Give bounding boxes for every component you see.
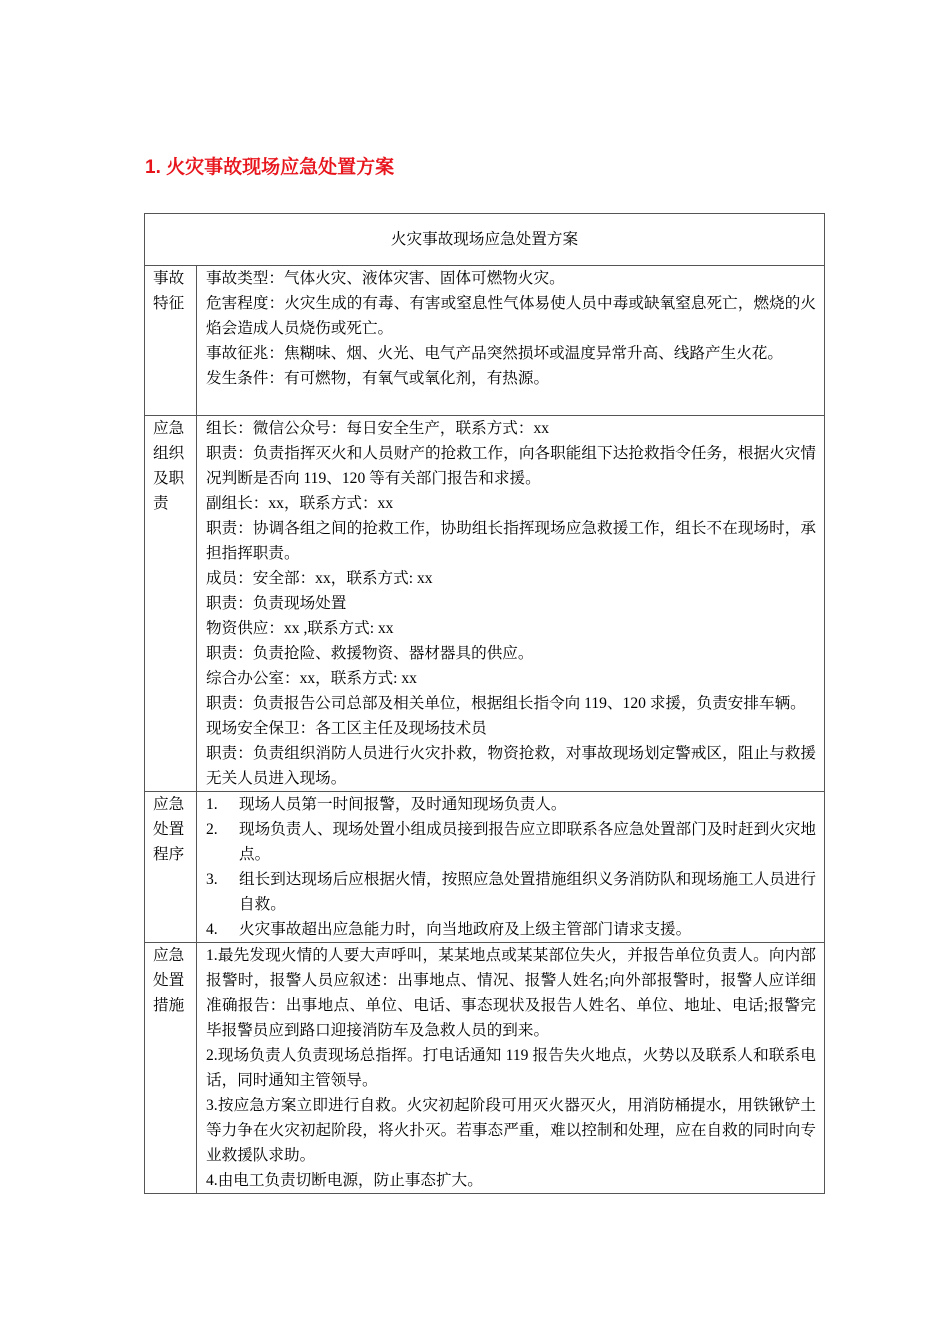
list-item xyxy=(206,867,816,917)
table-row-measures xyxy=(145,943,825,1194)
table-title-row xyxy=(145,214,825,266)
paragraph: 4.由电工负责切断电源，防止事态扩大。 xyxy=(206,1172,483,1189)
row-content xyxy=(197,416,825,792)
row-label: 应急处置措施 xyxy=(145,943,197,1194)
section-heading: 1. 火灾事故现场应急处置方案 xyxy=(145,157,395,178)
list-item xyxy=(206,917,816,942)
paragraph: 3.按应急方案立即进行自救。火灾初起阶段可用灭火器灭火，用消防桶提水，用铁锹铲土等力争在火灾初起阶段，将火扑灭。若事态严重，难以控制和处理，应在自救的同时向专业救援队求助。 xyxy=(206,1097,816,1164)
paragraph: 组长：微信公众号：每日安全生产，联系方式：xx xyxy=(206,420,550,437)
table-title: 火灾事故现场应急处置方案 xyxy=(145,214,825,266)
row-content xyxy=(197,792,825,943)
row-label: 事故特征 xyxy=(145,266,197,416)
paragraph: 现场安全保卫：各工区主任及现场技术员 xyxy=(206,720,487,737)
list-number: 1. xyxy=(206,796,218,813)
paragraph: 事故类型：气体火灾、液体灾害、固体可燃物火灾。 xyxy=(206,270,565,287)
list-number: 2. xyxy=(206,821,218,838)
paragraph: 事故征兆：焦糊味、烟、火光、电气产品突然损坏或温度异常升高、线路产生火花。 xyxy=(206,345,783,362)
table-row-procedure xyxy=(145,792,825,943)
paragraph: 职责：负责组织消防人员进行火灾扑救，物资抢救，对事故现场划定警戒区，阻止与救援无关人员进入现场。 xyxy=(206,745,816,787)
paragraph: 成员：安全部：xx，联系方式: xx xyxy=(206,570,433,587)
paragraph: 危害程度：火灾生成的有毒、有害或窒息性气体易使人员中毒或缺氧窒息死亡，燃烧的火焰会造成人员烧伤或死亡。 xyxy=(206,295,816,337)
paragraph: 职责：负责报告公司总部及相关单位，根据组长指令向 119、120 求援，负责安排车辆。 xyxy=(206,695,806,712)
row-label: 应急组织及职责 xyxy=(145,416,197,792)
list-item xyxy=(206,817,816,867)
list-text: 火灾事故超出应急能力时，向当地政府及上级主管部门请求支援。 xyxy=(239,921,692,938)
list-number: 3. xyxy=(206,871,218,888)
paragraph: 发生条件：有可燃物，有氧气或氧化剂，有热源。 xyxy=(206,370,550,387)
row-content xyxy=(197,266,825,416)
paragraph: 职责：负责指挥灭火和人员财产的抢救工作，向各职能组下达抢救指令任务，根据火灾情况判断是否向 119、120 等有关部门报告和求援。 xyxy=(206,445,816,487)
paragraph: 职责：负责抢险、救援物资、器材器具的供应。 xyxy=(206,645,534,662)
paragraph: 2.现场负责人负责现场总指挥。打电话通知 119 报告失火地点，火势以及联系人和联系电话，同时通知主管领导。 xyxy=(206,1047,816,1089)
paragraph: 职责：协调各组之间的抢救工作，协助组长指挥现场应急救援工作，组长不在现场时，承担指挥职责。 xyxy=(206,520,816,562)
list-item xyxy=(206,792,816,817)
emergency-plan-table xyxy=(144,213,825,1194)
list-text: 现场负责人、现场处置小组成员接到报告应立即联系各应急处置部门及时赶到火灾地点。 xyxy=(239,821,816,863)
row-label: 应急处置程序 xyxy=(145,792,197,943)
table-row-accident-features xyxy=(145,266,825,416)
paragraph: 物资供应：xx ,联系方式: xx xyxy=(206,620,394,637)
list-text: 组长到达现场后应根据火情，按照应急处置措施组织义务消防队和现场施工人员进行自救。 xyxy=(239,871,816,913)
row-content xyxy=(197,943,825,1194)
paragraph: 职责：负责现场处置 xyxy=(206,595,347,612)
list-text: 现场人员第一时间报警，及时通知现场负责人。 xyxy=(239,796,567,813)
list-number: 4. xyxy=(206,921,218,938)
paragraph: 综合办公室：xx，联系方式: xx xyxy=(206,670,417,687)
paragraph: 1.最先发现火情的人要大声呼叫，某某地点或某某部位失火，并报告单位负责人。向内部报警时，报警人员应叙述：出事地点、情况、报警人姓名;向外部报警时，报警人应详细准确报告：出事地点、单位、电话、事态现状及报告人姓名、单位、地址、电话;报警完毕报警员应到路口迎接消防车及急救人员的到来。 xyxy=(206,947,816,1039)
paragraph: 副组长：xx，联系方式：xx xyxy=(206,495,394,512)
table-row-organization xyxy=(145,416,825,792)
